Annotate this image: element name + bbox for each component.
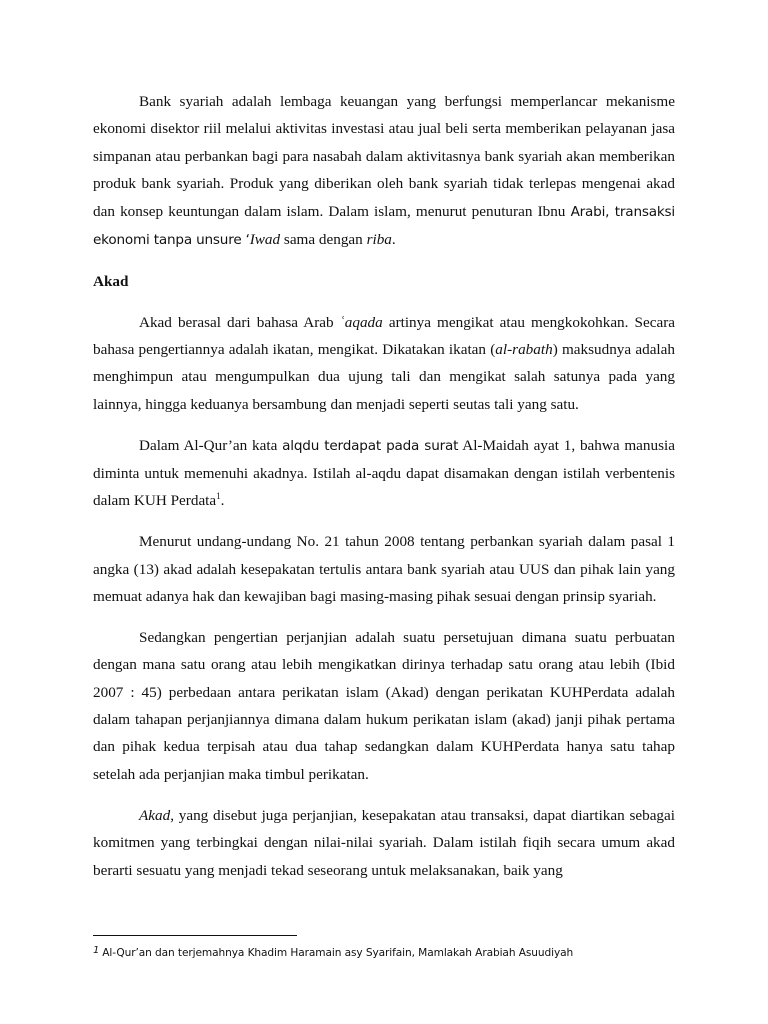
footnote-number: 1 [93, 945, 100, 956]
akad-definition-text: , yang disebut juga perjanjian, kesepakatan atau transaksi, dapat diartikan sebagai komitmen yang terbingkai dengan nilai-nilai syariah. Dalam istilah fiqih secara umum akad berarti sesuatu yang menjadi tekad seseorang untuk melaksanakan, baik yang [93, 806, 675, 879]
quran-text-sans: alqdu terdapat pada surat [282, 437, 459, 454]
footnote-text: Al-Qur’an dan terjemahnya Khadim Haramain asy Syarifain, Mamlakah Arabiah Asuudiyah [102, 947, 574, 959]
term-iwad: Iwad [249, 231, 281, 249]
footnote-separator [93, 935, 297, 936]
paragraph-perjanjian: Sedangkan pengertian perjanjian adalah suatu persetujuan dimana suatu perbuatan dengan mana satu orang atau lebih mengikatkan dirinya terhadap satu orang atau lebih (Ibid 2007 : 45) perbedaan antara perikatan islam (Akad) dengan perikatan KUHPerdata adalah dalam tahapan perjanjiannya dimana dalam hukum perikatan islam (akad) janji pihak pertama dan pihak kedua terpisah atau dua tahap sedangkan dalam KUHPerdata hanya satu tahap setelah ada perjanjian maka timbul perikatan. [93, 628, 675, 783]
paragraph-intro [93, 88, 675, 254]
section-heading-akad: Akad [93, 272, 129, 290]
intro-text-b: sama dengan [280, 231, 367, 249]
term-akad: Akad [139, 806, 171, 824]
body-text [93, 88, 675, 897]
quran-text-a: Dalam Al-Qur’an kata [139, 436, 283, 454]
term-riba: riba [366, 231, 392, 249]
etym-text-a: Akad berasal dari bahasa Arab [139, 313, 340, 331]
paragraph-akad-definition [93, 802, 675, 884]
footnote [93, 943, 693, 961]
quran-text-b: Al-Maidah ayat 1, bahwa manusia diminta untuk memenuhi akadnya. Istilah al-aqdu dapat disamakan dengan istilah verbentenis dalam KUH Perdata [93, 436, 675, 510]
intro-text-sans: Arabi, transaksi ekonomi tanpa unsure ‘ [93, 203, 675, 249]
paragraph-quran [93, 432, 675, 515]
paragraph-etymology [93, 309, 675, 419]
etym-text-c: ) maksudnya adalah menghimpun atau mengumpulkan dua ujung tali dan mengikat salah satunya pada yang lainnya, hingga keduanya bersambung dan menjadi seperti seutas tali yang satu. [93, 341, 675, 413]
intro-text-a: Bank syariah adalah lembaga keuangan yang berfungsi memperlancar mekanisme ekonomi disektor riil melalui aktivitas investasi atau jual beli serta memberikan pelayanan jasa simpanan atau perbankan bagi para nasabah dalam aktivitasnya bank syariah akan memberikan produk bank syariah. Produk yang diberikan oleh bank syariah tidak terlepas mengenai akad dan konsep keuntungan dalam islam. Dalam islam, menurut penuturan Ibnu [93, 93, 675, 220]
footnote-reference[interactable]: 1 [216, 491, 221, 502]
intro-text-end: . [391, 231, 396, 249]
term-aqada: ʿaqada [339, 313, 383, 331]
term-al-rabath: al-rabath [495, 341, 553, 359]
etym-text-b: artinya mengikat atau mengkokohkan. Secara bahasa pengertiannya adalah ikatan, mengikat. Dikatakan ikatan ( [93, 313, 675, 359]
quran-text-end: . [220, 492, 225, 510]
paragraph-undang-undang: Menurut undang-undang No. 21 tahun 2008 tentang perbankan syariah dalam pasal 1 angka (13) akad adalah kesepakatan tertulis antara bank syariah atau UUS dan pihak lain yang memuat adanya hak dan kewajiban bagi masing-masing pihak sesuai dengan prinsip syariah. [93, 533, 675, 606]
